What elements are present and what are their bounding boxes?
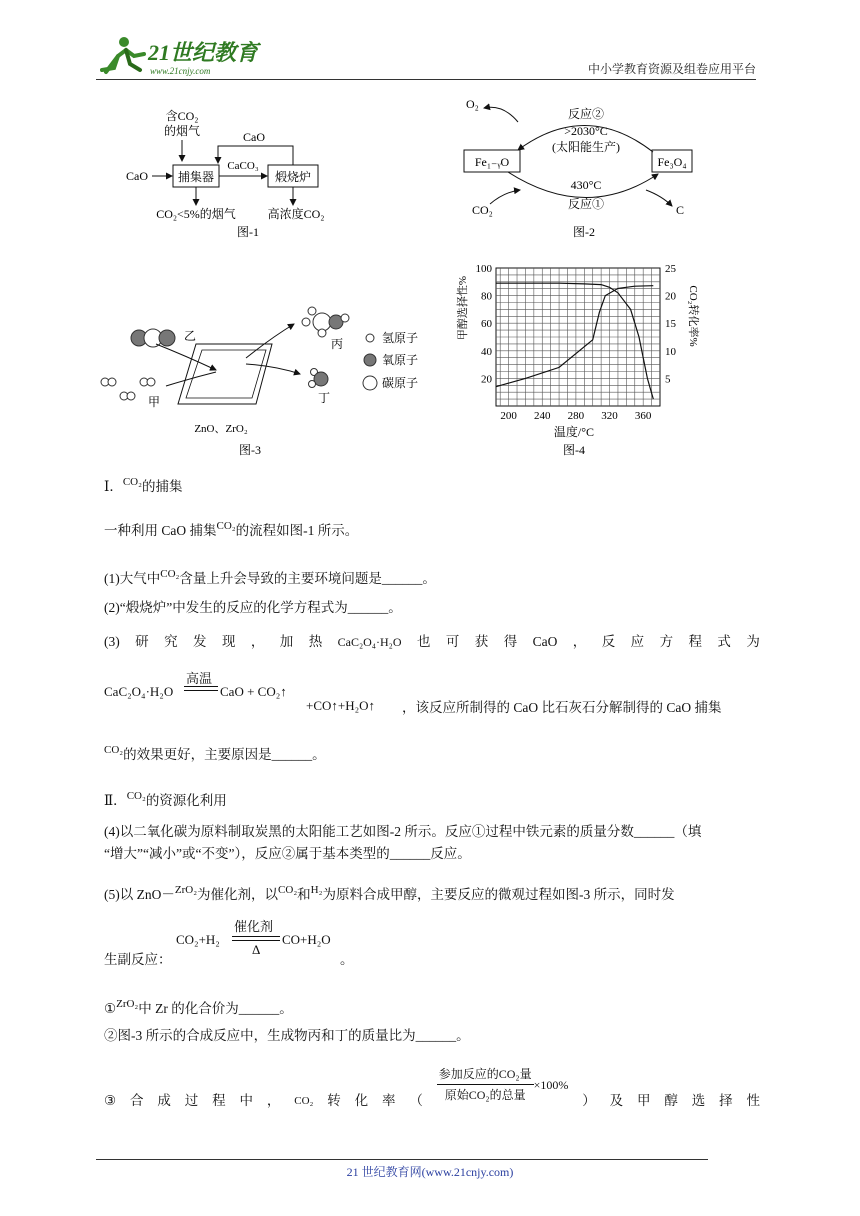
y-left-tick-label: 40 [481,345,492,358]
eq-more: +CO↑+H₂O↑ [306,698,376,713]
fig3-legend [363,331,418,390]
y-left-label: 甲醇选择性% [457,275,469,341]
legend-hydrogen: 氢原子 [382,331,419,345]
fig3-jia: 甲 [148,395,161,409]
legend-carbon: 碳原子 [382,376,419,390]
y-right-tick-label: 25 [665,263,676,275]
sub-question-2: ②图-3 所示的合成反应中，生成物丙和丁的质量比为______。 [104,1028,470,1043]
side-cond-bot: Δ [252,942,261,957]
fig4-caption: 图-4 [563,443,585,457]
fig2-rxn2: 反应② [567,107,605,121]
fig2-temp2: >2030°C [564,124,608,138]
fig2-temp1: 430°C [570,178,602,192]
legend-oxygen: 氧原子 [382,353,419,367]
fig1-input-top2: 的烟气 [163,124,201,138]
intro-line: 一种利用 CaO 捕集$^{CO_2}$的流程如图-1 所示。 [104,520,359,538]
fig1-cao-left: CaO [126,169,148,183]
question-4-line-1: (4)以二氧化碳为原料制取炭黑的太阳能工艺如图-2 所示。反应①过程中铁元素的质量分数______（填 [104,824,702,839]
eq-double-line [184,686,218,691]
question-2: (2)“煅烧炉”中发生的反应的化学方程式为______。 [104,600,402,615]
fig2-solar: (太阳能生产) [552,140,620,154]
section-2-title: Ⅱ．$^{CO_2}$的资源化利用 [104,790,227,808]
y-right-tick-label: 20 [665,290,676,303]
runner-icon [102,37,144,72]
footer-link[interactable]: 21 世纪教育网(www.21cnjy.com) [346,1165,514,1179]
side-reaction-line [104,912,504,968]
x-label: 温度/°C [553,425,595,439]
y-right-tick-label: 10 [665,345,676,358]
fig1-cao-top: CaO [243,130,265,144]
question-1: (1)大气中$^{CO_2}$含量上升会导致的主要环境问题是______。 [104,568,436,586]
fig1-out-right: 高浓度CO₂ [267,207,325,221]
fig2-rxn1: 反应① [567,197,605,211]
fig2-fe3o4: Fe₃O₄ [657,155,687,169]
ding-molecule [309,369,329,388]
figure-3 [96,298,466,462]
site-logo [96,34,266,78]
y-left-tick-label: 100 [475,263,492,275]
eq-right: CaO + CO₂↑ [220,684,287,699]
footer-divider [96,1159,708,1160]
fig2-fe1: Fe₁₋ᵧO [474,155,510,169]
side-end: 。 [340,952,354,967]
sub-question-3: ③ 合 成 过 程 中 ， CO₂ 转 化 率 （ $\frac{\text{参加反应的CO₂量}}{\text{原始CO₂的总量}}$ ×100% ） 及 甲 醇 选 择 性 [104,1080,760,1121]
catalyst-plane [178,344,272,404]
fig2-o2: O₂ [466,97,479,111]
logo-main-text: 21世纪教育 [148,40,259,65]
fig1-caption: 图-1 [237,225,259,238]
y-right-tick-label: 15 [665,318,676,331]
side-right: CO+H₂O [282,932,331,947]
section-1-title: Ⅰ．$^{CO_2}$的捕集 [104,476,183,494]
fig1-caco3: CaCO₃ [227,160,259,172]
yi-molecule [131,329,175,347]
methanol-selectivity-line [496,283,653,399]
x-tick-label: 240 [534,410,551,422]
jia-molecules [101,378,155,400]
question-3-line-1: (3) 研 究 发 现 ， 加 热 CaC₂O₄·H₂O 也 可 获 得 CaO ， 反 应 方 程 式 为 [104,634,760,649]
header-divider [96,79,756,80]
figure-1 [118,108,348,238]
chart-grid [496,268,660,406]
side-cond-top: 催化剂 [234,919,274,934]
platform-title: 中小学教育资源及组卷应用平台 [587,62,756,76]
fig2-c: C [676,203,685,217]
fig3-ding: 丁 [318,391,331,405]
y-left-tick-label: 20 [481,373,492,386]
x-tick-label: 280 [567,410,585,422]
conversion-fraction: $\frac{\text{参加反应的CO₂量}}{\text{原始CO₂的总量}}$ ×100% [437,1064,569,1105]
y-right-label: CO₂转化率% [687,285,699,347]
chart-lines [496,283,653,399]
eq-condition: 高温 [186,671,213,686]
equation-line [104,668,764,715]
y-left-tick-label: 60 [481,318,492,331]
y-left-tick-label: 80 [481,290,492,303]
fig1-capture-label: 捕集器 [177,170,215,184]
x-tick-label: 200 [500,410,517,422]
side-double-line [232,936,280,941]
question-3-end: $^{CO_2}$的效果更好，主要原因是______。 [104,744,326,762]
side-left: CO₂+H₂ [176,932,220,947]
eq-text: ，该反应所制得的 CaO 比石灰石分解制得的 CaO 捕集 [402,700,722,715]
fig3-caption: 图-3 [239,443,261,457]
question-4-line-2: “增大”“减小”或“不变”），反应②属于基本类型的______反应。 [104,846,471,861]
logo-url-text: www.21cnjy.com [150,66,211,76]
x-tick-label: 320 [601,410,618,422]
fig2-co2: CO₂ [472,203,493,217]
eq-left: CaC₂O₄·H₂O [104,684,174,699]
x-tick-label: 360 [634,410,652,422]
figure-4-chart [452,256,712,462]
figure-2 [458,92,698,240]
fig1-out-left: CO₂<5%的烟气 [156,207,236,221]
fig1-input-top: 含CO₂ [165,109,199,123]
question-5-line-1: (5)以 ZnO－$^{ZrO_2}$为催化剂，以$^{CO_2}$和$^{H_2}$为原料合成甲醇，主要反应的微观过程如图-3 所示，同时发 [104,884,675,902]
fig3-catalyst: ZnO、ZrO₂ [194,423,248,435]
fig2-caption: 图-2 [573,225,595,239]
fig1-calciner-label: 煅烧炉 [274,170,312,184]
fig3-bing: 丙 [331,337,344,351]
sub-question-1: ①$^{ZrO_2}$中 Zr 的化合价为______。 [104,998,293,1016]
side-label: 生副反应： [104,952,172,967]
fig3-yi: 乙 [184,329,197,343]
y-right-tick-label: 5 [665,373,671,386]
bing-molecule [302,307,349,337]
